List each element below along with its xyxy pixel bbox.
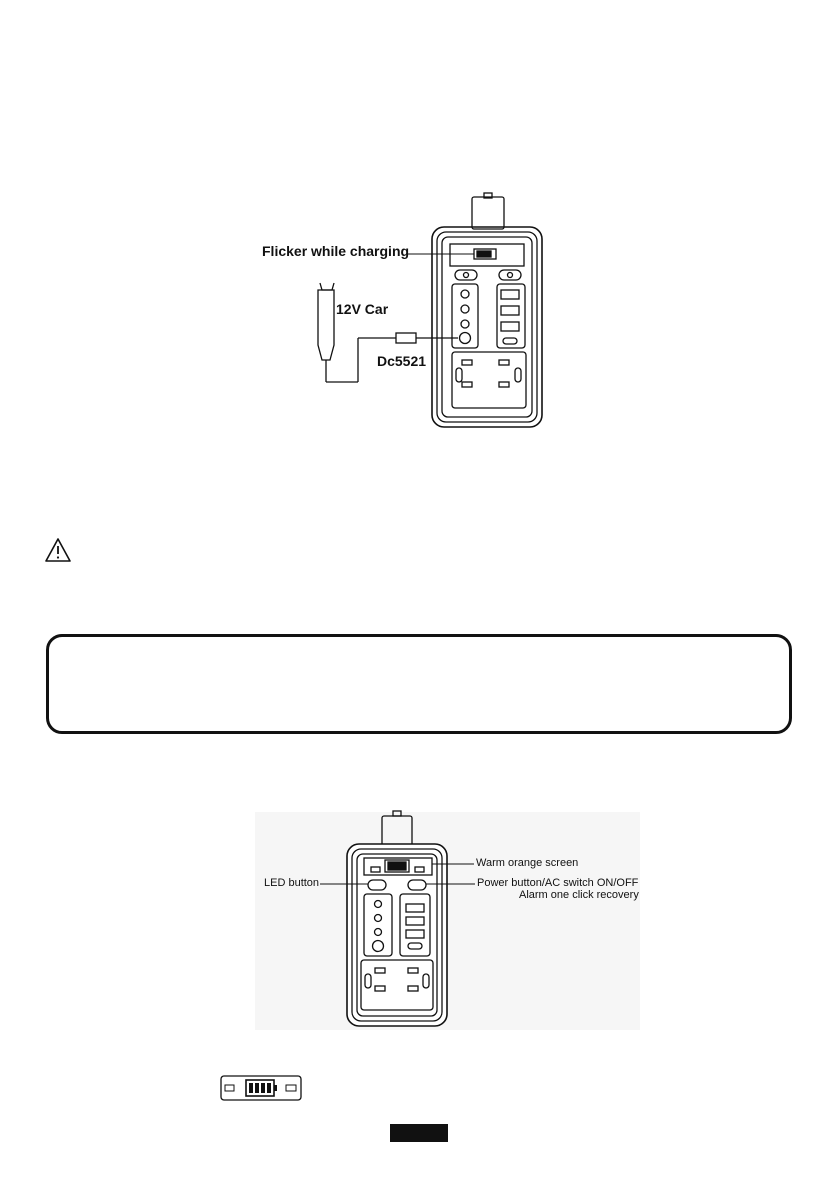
battery-level-icon (220, 1075, 302, 1101)
page-number-bar (390, 1124, 448, 1142)
car-label: 12V Car (336, 301, 389, 317)
warning-triangle-icon (44, 537, 72, 563)
plug-label: Dc5521 (377, 353, 427, 369)
power-button-label: Power button/AC switch ON/OFF (477, 877, 639, 889)
screen-label: Warm orange screen (476, 857, 579, 869)
notice-box (46, 634, 792, 734)
led-button-label: LED button (264, 877, 320, 889)
flicker-label: Flicker while charging (262, 243, 410, 259)
car-charging-diagram (240, 190, 560, 435)
front-panel-diagram (255, 805, 640, 1033)
alarm-label: Alarm one click recovery (519, 889, 639, 901)
